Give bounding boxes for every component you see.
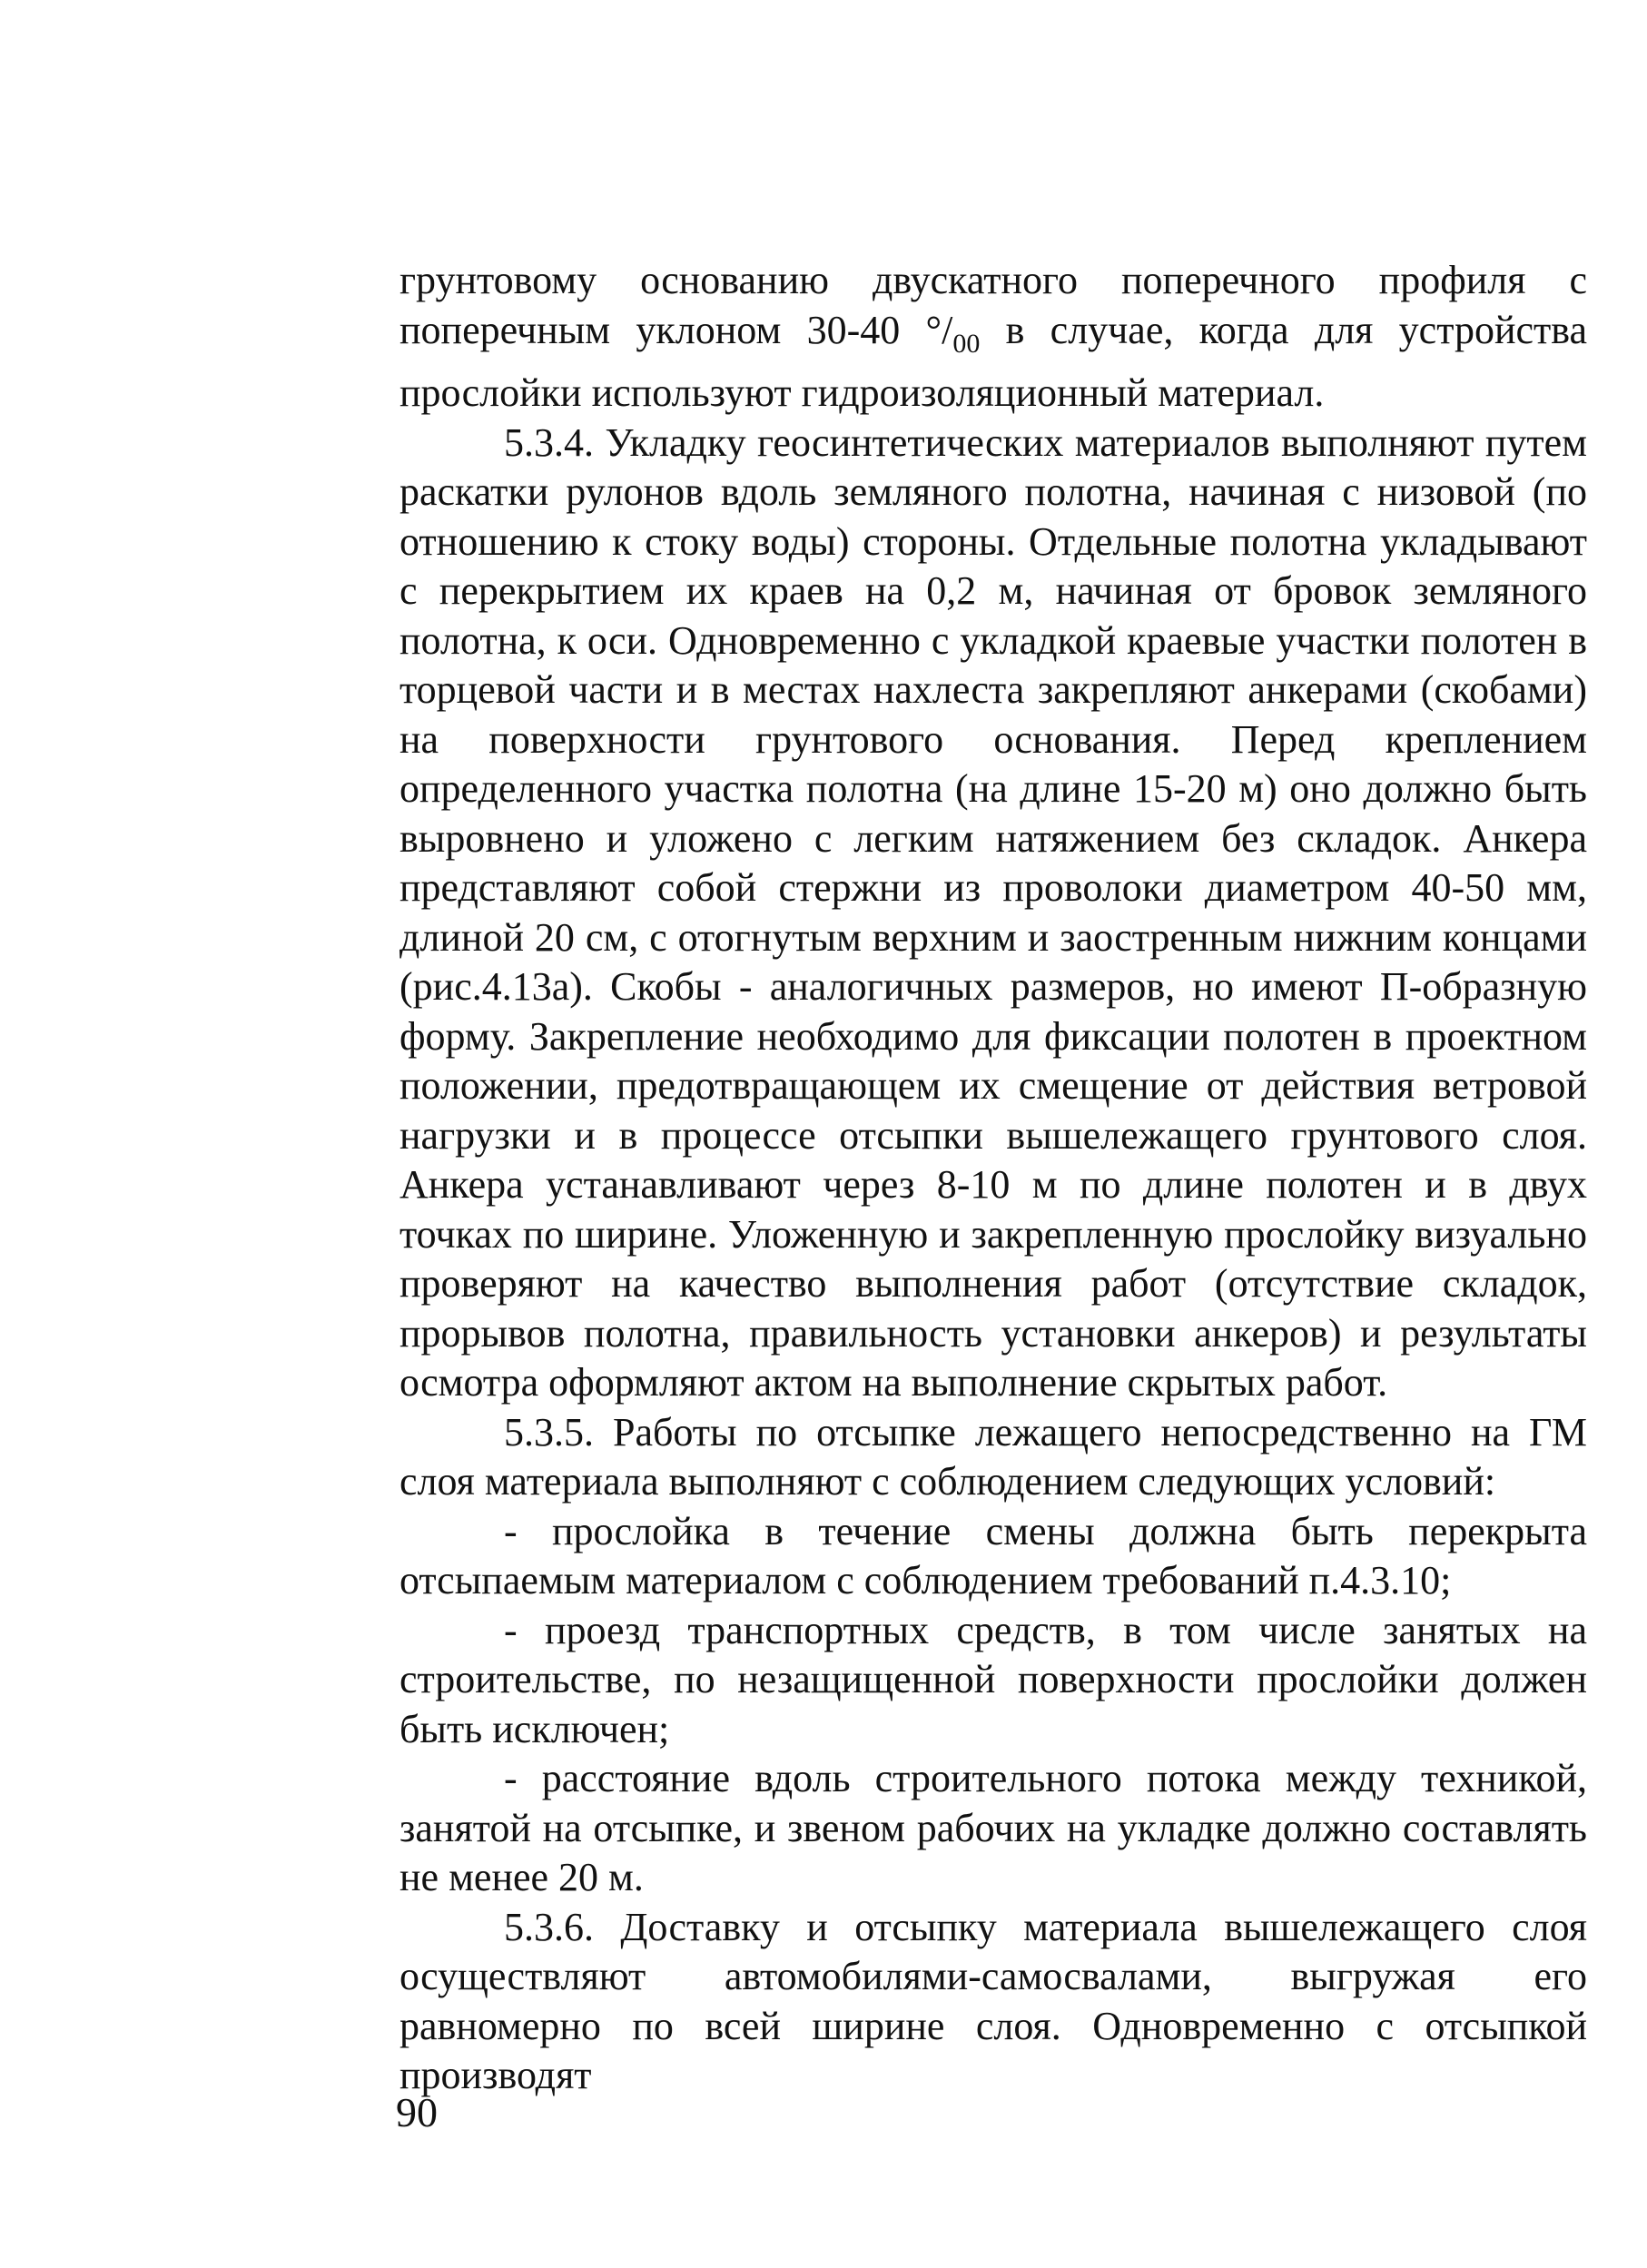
list-item: - прослойка в течение смены должна быть перекрыта отсыпаемым материалом с соблюдением требований п.4.3.10; (399, 1508, 1587, 1602)
page-body (399, 256, 1587, 2101)
list-item: - расстояние вдоль строительного потока между техникой, занятой на отсыпке, и звеном рабочих на укладке должно составлять не менее 20 м. (399, 1756, 1587, 1899)
paragraph-text-end: в случае, когда для устройства прослойки используют гидроизоляционный материал. (399, 307, 1587, 415)
paragraph-5-3-5: 5.3.5. Работы по отсыпке лежащего непосредственно на ГМ слоя материала выполняют с соблюдением следующих условий: (399, 1409, 1587, 1504)
list-item: - проезд транспортных средств, в том числе занятых на строительстве, по незащищенной поверхности прослойки должен быть исключен; (399, 1607, 1587, 1751)
permille-subscript: 00 (952, 328, 981, 359)
paragraph-text: грунтовому основанию двускатного поперечного профиля с поперечным уклоном 30-40 °/ (399, 258, 1587, 352)
paragraph-5-3-6: 5.3.6. Доставку и отсыпку материала вышележащего слоя осуществляют автомобилями-самосвалами, выгружая его равномерно по всей ширине слоя. Одновременно с отсыпкой производят (399, 1904, 1587, 2097)
paragraph-continued (399, 256, 1587, 419)
paragraph-5-3-4: 5.3.4. Укладку геосинтетических материалов выполняют путем раскатки рулонов вдоль земляного полотна, начиная с низовой (по отношению к стоку воды) стороны. Отдельные полотна укладывают с перекрытием их краев на 0,2 м, начиная от бровок земляного полотна, к оси. Одновременно с укладкой краевые участки полотен в торцевой части и в местах нахлеста закрепляют анкерами (скобами) на поверхности грунтового основания. Перед креплением определенного участка полотна (на длине 15-20 м) оно должно быть выровнено и уложено с легким натяжением без складок. Анкера представляют собой стержни из проволоки диаметром 40-50 мм, длиной 20 см, с отогнутым верхним и заостренным нижним концами (рис.4.13а). Скобы - аналогичных размеров, но имеют П-образную форму. Закрепление необходимо для фиксации полотен в проектном положении, предотвращающем их смещение от действия ветровой нагрузки и в процессе отсыпки вышележащего грунтового слоя. Анкера устанавливают через 8-10 м по длине полотен и в двух точках по ширине. Уложенную и закрепленную прослойку визуально проверяют на качество выполнения работ (отсутствие складок, прорывов полотна, правильность установки анкеров) и результаты осмотра оформляют актом на выполнение скрытых работ. (399, 419, 1587, 1405)
page-number: 90 (396, 2089, 438, 2135)
